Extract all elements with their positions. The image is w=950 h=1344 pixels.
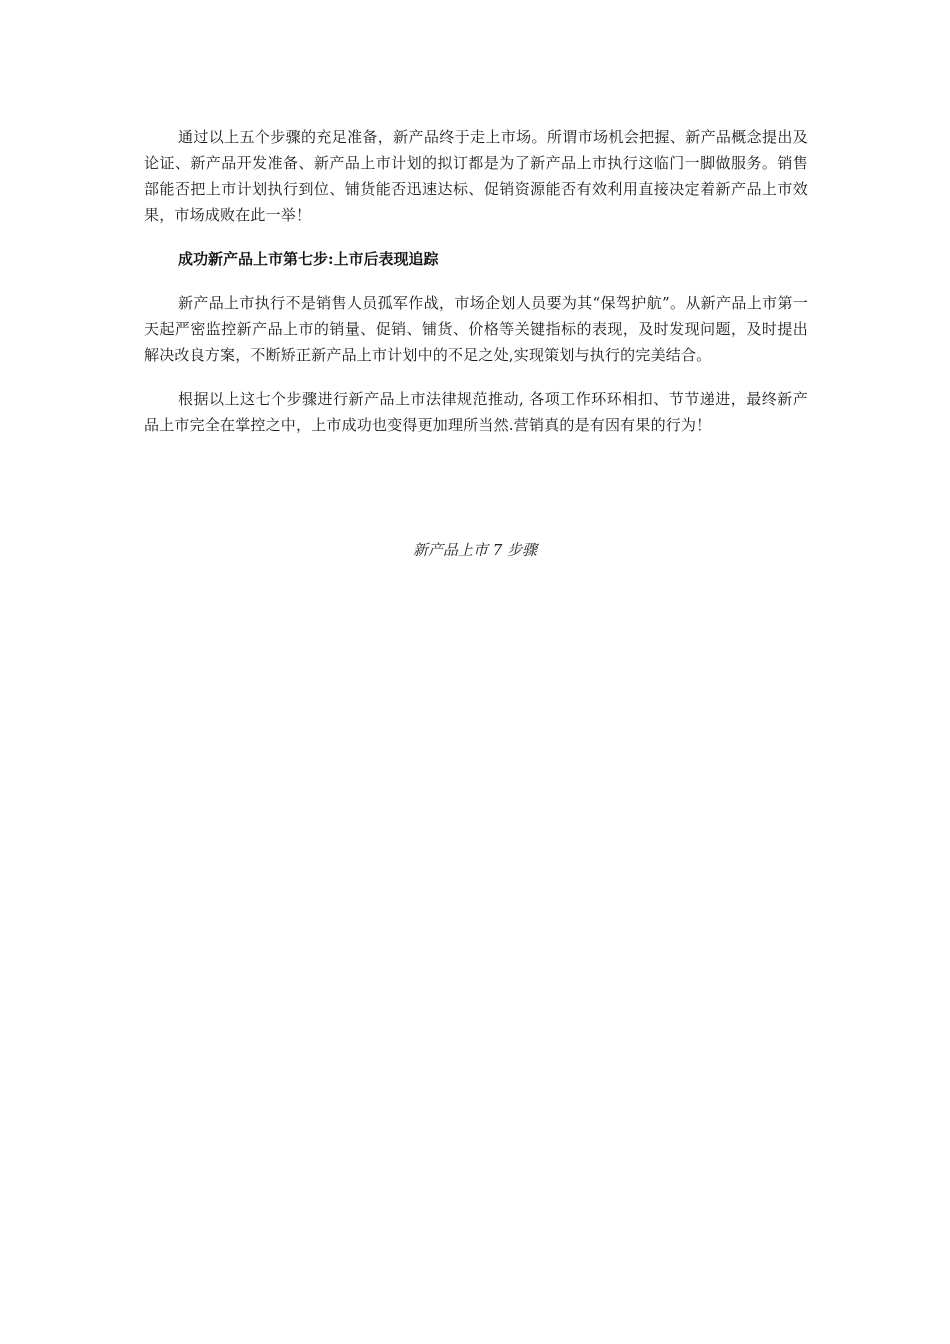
paragraph-conclusion: 根据以上这七个步骤进行新产品上市法律规范推动, 各项工作环环相扣、节节递进，最终新产品上市完全在掌控之中，上市成功也变得更加理所当然.营销真的是有因有果的行为！ <box>144 390 808 434</box>
paragraph-summary: 通过以上五个步骤的充足准备，新产品终于走上市场。所谓市场机会把握、新产品概念提出及论证、新产品开发准备、新产品上市计划的拟订都是为了新产品上市执行这临门一脚做服务。销售部能否把上市计划执行到位、铺货能否迅速达标、促销资源能否有效利用直接决定着新产品上市效果，市场成败在此一举！ <box>144 128 808 224</box>
section-heading-step-seven: 成功新产品上市第七步:上市后表现追踪 <box>178 250 439 268</box>
document-footer-title: 新产品上市 7 步骤 <box>412 541 538 559</box>
document-body <box>144 124 808 438</box>
paragraph-tracking: 新产品上市执行不是销售人员孤军作战，市场企划人员要为其“保驾护航”。从新产品上市第一天起严密监控新产品上市的销量、促销、铺货、价格等关键指标的表现，及时发现问题，及时提出解决改良方案，不断矫正新产品上市计划中的不足之处,实现策划与执行的完美结合。 <box>144 294 808 364</box>
